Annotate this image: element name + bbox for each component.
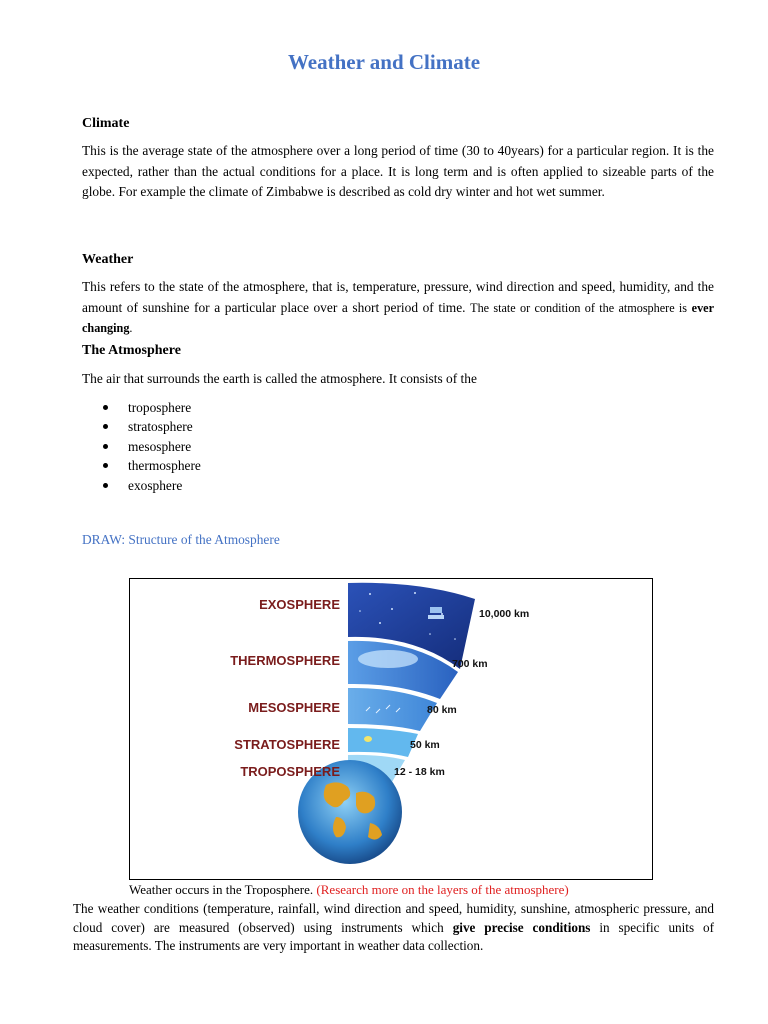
atmosphere-diagram [129,578,653,880]
altitude-label-exosphere: 10,000 km [479,608,530,620]
altitude-label-troposphere: 12 - 18 km [394,766,445,778]
final-text-2: in specific units of measurements. The instruments are very important in weather data collection. [73,919,715,953]
aurora-cloud [358,650,418,668]
atmosphere-diagram-svg [130,579,652,879]
satellite-icon [428,607,444,619]
list-item: exosphere [82,476,201,495]
draw-instruction: DRAW: Structure of the Atmosphere [82,532,280,547]
altitude-label-mesosphere: 80 km [427,704,457,716]
weather-paragraph [82,277,714,339]
balloon-icon [364,736,372,742]
caption-text: Weather occurs in the Troposphere. [129,882,314,897]
list-item: thermosphere [82,456,201,475]
weather-text-end: . [129,321,133,335]
page-title: Weather and Climate [287,50,481,74]
weather-text-bold: ever changing [82,300,714,335]
diagram-label-mesosphere: MESOSPHERE [248,700,340,715]
diagram-label-thermosphere: THERMOSPHERE [230,653,340,668]
diagram-label-exosphere: EXOSPHERE [259,597,340,612]
list-item: mesosphere [82,437,201,456]
caption-research-note: (Research more on the layers of the atmosphere) [316,882,569,897]
diagram-caption [129,882,569,898]
climate-heading: Climate [82,116,130,131]
climate-paragraph: This is the average state of the atmosphere over a long period of time (30 to 40years) for a particular region. It is the expected, rather than the actual conditions for a place. It is long term and is often applied to sizeable parts of the globe. For example the climate of Zimbabwe is described as cold dry winter and hot wet summer. [82,143,714,199]
atmosphere-heading: The Atmosphere [82,343,181,358]
altitude-label-thermosphere: 700 km [452,658,488,670]
atmosphere-intro: The air that surrounds the earth is called the atmosphere. It consists of the [82,371,477,386]
diagram-label-troposphere: TROPOSPHERE [240,764,340,779]
stratosphere-band [348,728,418,757]
altitude-label-stratosphere: 50 km [410,739,440,751]
final-text-1: The weather conditions (temperature, rainfall, wind direction and speed, humidity, sunshine, atmospheric pressure, and cloud cover) are measured (observed) using instruments which [73,901,714,935]
mesosphere-band [348,688,437,731]
atmosphere-layer-list [82,398,201,495]
final-text-bold: give precise conditions [452,919,591,935]
weather-text-main: This refers to the state of the atmosphere, that is, temperature, pressure, wind direction and speed, humidity, and the amount of sunshine for a particular place over a short period of time. [82,279,714,315]
list-item: troposphere [82,398,201,417]
list-item: stratosphere [82,417,201,436]
weather-text-small: The state or condition of the atmosphere is [470,300,688,315]
measurement-paragraph [73,900,714,956]
weather-heading: Weather [82,252,134,267]
diagram-label-stratosphere: STRATOSPHERE [234,737,340,752]
